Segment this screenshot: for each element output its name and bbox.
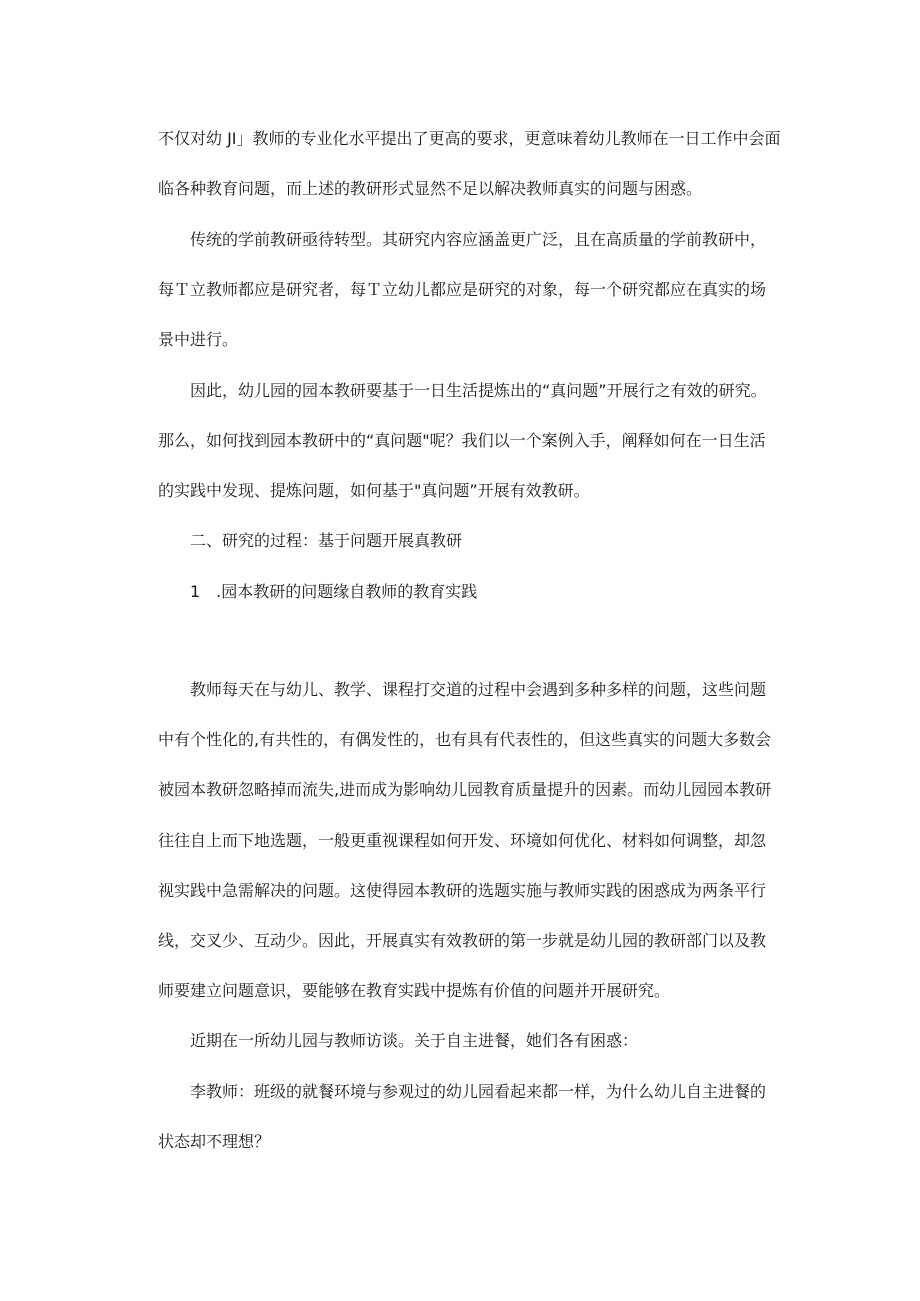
section-heading: 二、研究的过程：基于问题开展真教研 [190, 531, 463, 550]
paragraph-line: 状态却不理想？ [158, 1132, 271, 1151]
paragraph-line: 师要建立问题意识，要能够在教育实践中提炼有价值的问题并开展研究。 [158, 981, 671, 1000]
paragraph-line: 临各种教育问题，而上述的教研形式显然不足以解决教师真实的问题与困惑。 [158, 179, 703, 198]
paragraph-line: 近期在一所幼儿园与教师访谈。关于自主进餐，她们各有困惑： [190, 1031, 639, 1050]
paragraph-line: 传统的学前教研亟待转型。其研究内容应涵盖更广泛，且在高质量的学前教研中， [190, 230, 767, 249]
paragraph-line: 李教师：班级的就餐环境与参观过的幼儿园看起来都一样，为什么幼儿自主进餐的 [190, 1082, 767, 1101]
paragraph-line: 往往自上而下地选题，一般更重视课程如何开发、环境如何优化、材料如何调整，却忽 [158, 831, 767, 850]
paragraph-line: 被园本教研忽略掉而流失,进而成为影响幼儿园教育质量提升的因素。而幼儿园园本教研 [158, 780, 772, 799]
paragraph-line: 每Ｔ立教师都应是研究者，每Ｔ立幼儿都应是研究的对象，每一个研究都应在真实的场 [158, 280, 767, 299]
paragraph-line: 景中进行。 [158, 330, 239, 349]
subsection-heading: 1 .园本教研的问题缘自教师的教育实践 [190, 582, 478, 601]
paragraph-line: 因此，幼儿园的园本教研要基于一日生活提炼出的“真问题”开展行之有效的研究。 [190, 381, 767, 400]
paragraph-line: 教师每天在与幼儿、教学、课程打交道的过程中会遇到多种多样的问题，这些问题 [190, 680, 767, 699]
paragraph-line: 不仅对幼 JI」教师的专业化水平提出了更高的要求，更意味着幼儿教师在一日工作中会面 [158, 129, 781, 148]
paragraph-line: 的实践中发现、提炼问题，如何基于"真问题”开展有效教研。 [158, 481, 590, 500]
paragraph-line: 中有个性化的,有共性的，有偶发性的，也有具有代表性的，但这些真实的问题大多数会 [158, 730, 772, 749]
paragraph-line: 线，交叉少、互动少。因此，开展真实有效教研的第一步就是幼儿园的教研部门以及教 [158, 931, 767, 950]
paragraph-line: 那么，如何找到园本教研中的“真问题"呢？我们以一个案例入手，阐释如何在一日生活 [158, 431, 766, 450]
paragraph-line: 视实践中急需解决的问题。这使得园本教研的选题实施与教师实践的困惑成为两条平行 [158, 881, 767, 900]
